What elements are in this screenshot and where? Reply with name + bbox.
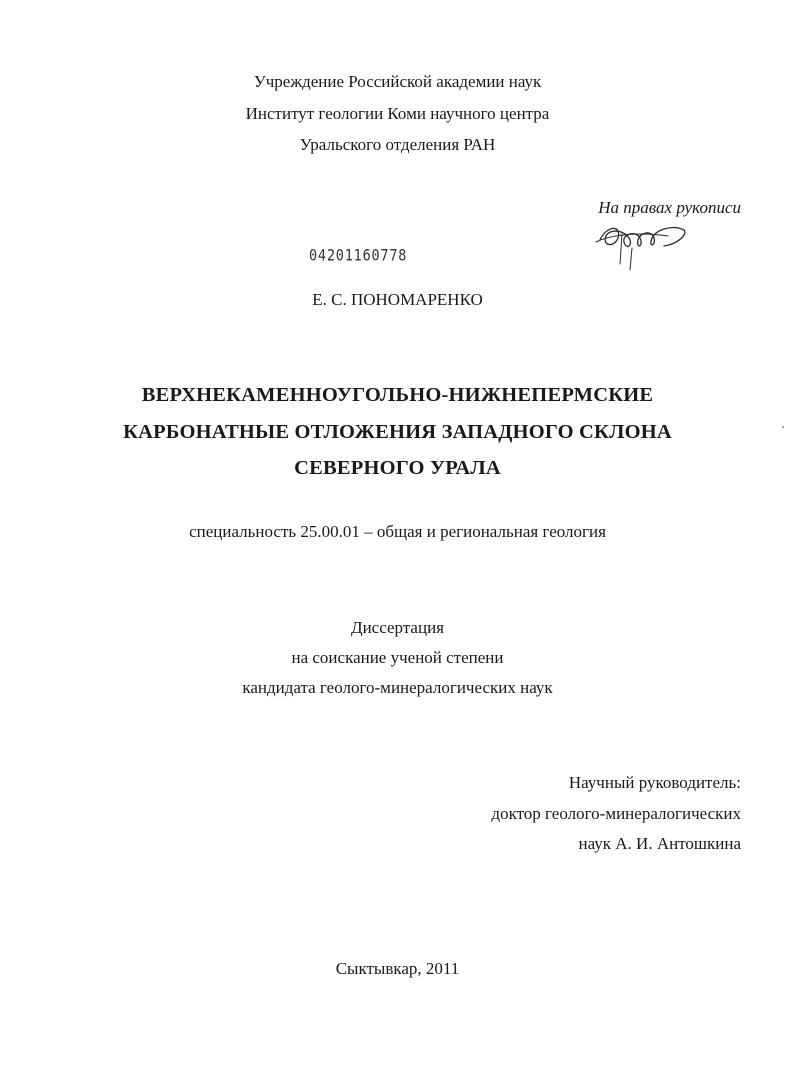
degree-line-2: на соискание ученой степени [291,648,504,667]
institution-line-3: Уральского отделения РАН [299,135,496,154]
registration-code: 04201160778 [309,246,408,266]
supervisor-line-2: доктор геолого-минералогических [491,804,741,823]
title-line-2: КАРБОНАТНЫЕ ОТЛОЖЕНИЯ ЗАПАДНОГО СКЛОНА [123,421,672,443]
title-line-1: ВЕРХНЕКАМЕННОУГОЛЬНО-НИЖНЕПЕРМСКИЕ [141,384,654,406]
title-line-3: СЕВЕРНОГО УРАЛА [294,457,501,479]
author-name: Е. С. ПОНОМАРЕНКО [312,290,483,309]
supervisor-line-3: наук А. И. Антошкина [578,834,741,853]
degree-line-3: кандидата геолого-минералогических наук [242,678,553,697]
scan-artifact [782,426,784,428]
supervisor-line-1: Научный руководитель: [568,773,741,792]
specialty: специальность 25.00.01 – общая и региональная геология [189,522,606,541]
signature-image [592,212,692,272]
manuscript-note: На правах рукописи [598,198,741,217]
degree-line-1: Диссертация [350,618,444,637]
place-year: Сыктывкар, 2011 [335,959,460,978]
institution-line-2: Институт геологии Коми научного центра [245,104,550,123]
institution-line-1: Учреждение Российской академии наук [253,72,542,91]
